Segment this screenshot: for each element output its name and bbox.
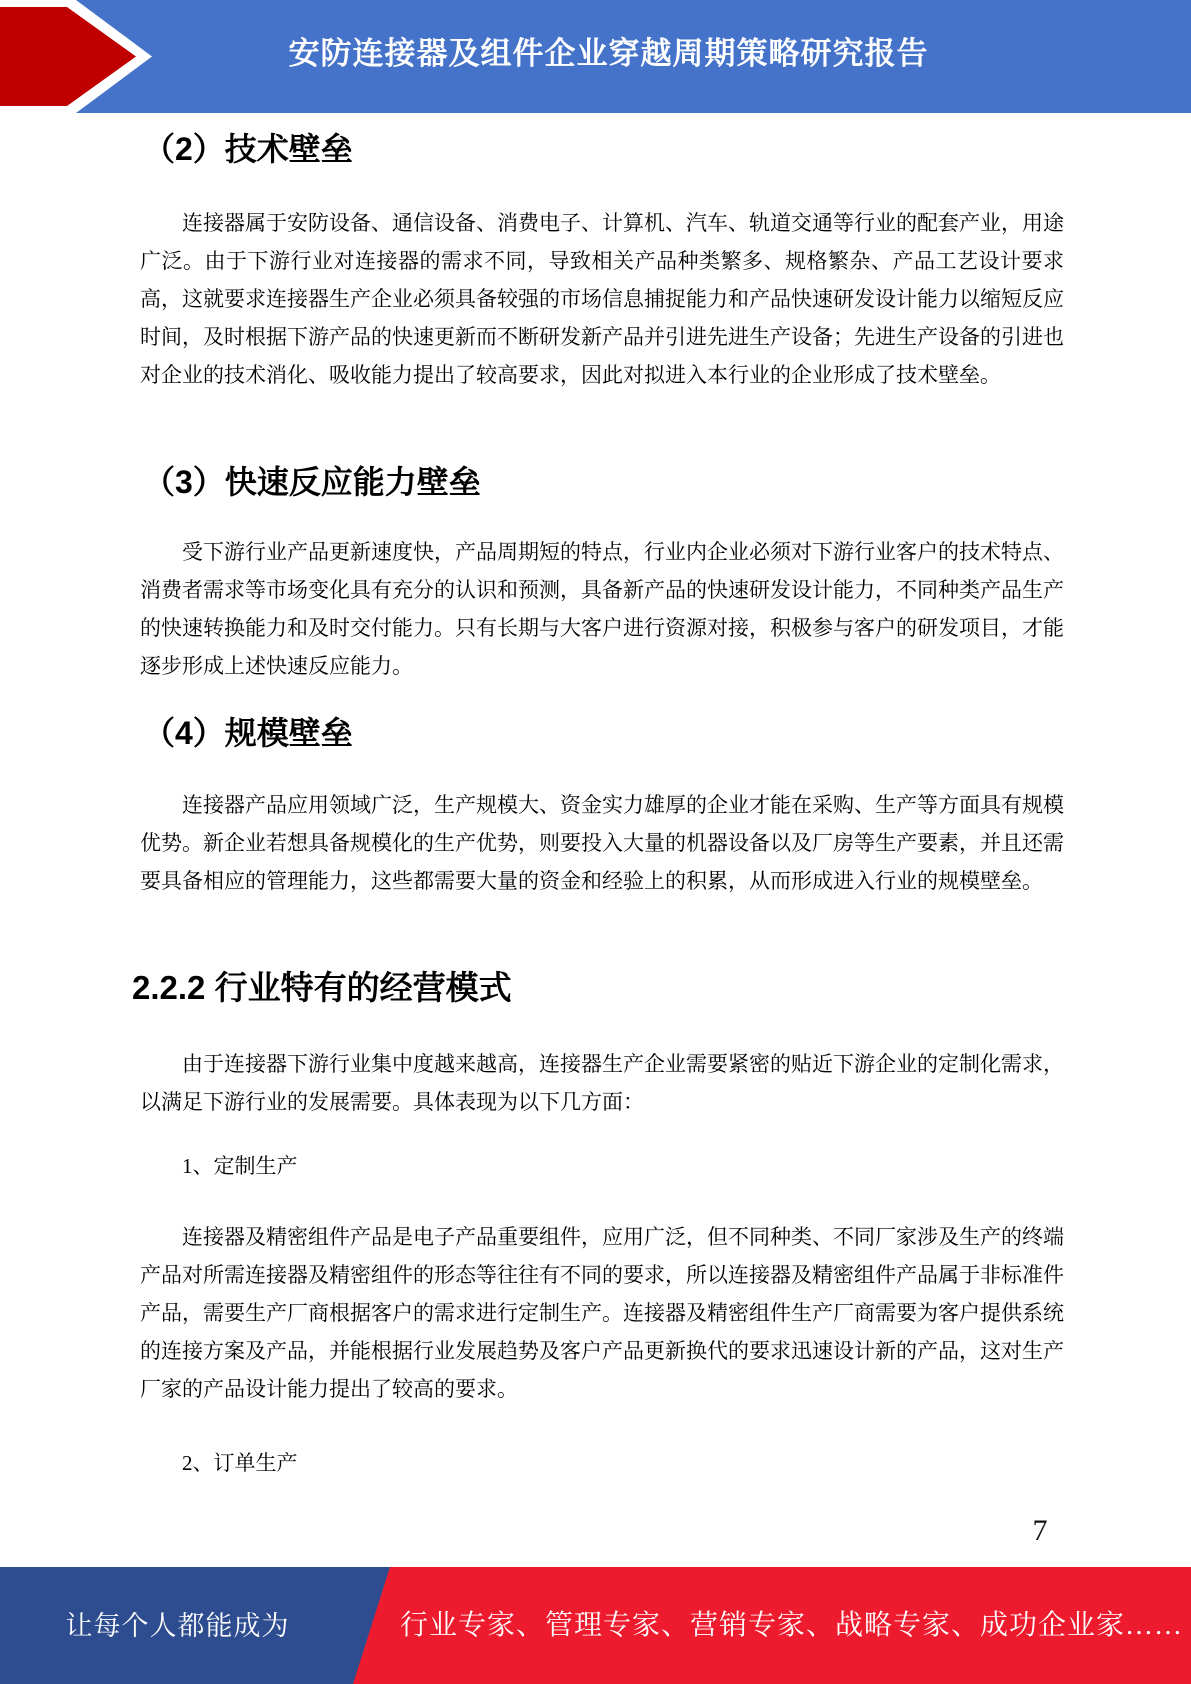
paragraph-business-model-intro: 由于连接器下游行业集中度越来越高，连接器生产企业需要紧密的贴近下游企业的定制化需求，以满足下游行业的发展需要。具体表现为以下几方面：	[140, 1052, 1064, 1114]
header-band	[0, 0, 1191, 113]
paragraph-rapid-response-barrier: 受下游行业产品更新速度快，产品周期短的特点，行业内企业必须对下游行业客户的技术特点、消费者需求等市场变化具有充分的认识和预测，具备新产品的快速研发设计能力，不同种类产品生产的快速转换能力和及时交付能力。只有长期与大客户进行资源对接，积极参与客户的研发项目，才能逐步形成上述快速反应能力。	[140, 540, 1064, 678]
page-number: 7	[1032, 1514, 1048, 1547]
page-title: 安防连接器及组件企业穿越周期策略研究报告	[288, 36, 929, 71]
footer-slogan-left: 让每个人都能成为	[65, 1611, 290, 1641]
section-heading-rapid-response-barrier: （3）快速反应能力壁垒	[143, 464, 481, 500]
section-heading-scale-barrier: （4）规模壁垒	[143, 715, 353, 751]
list-item-custom-production-label: 1、定制生产	[182, 1154, 298, 1178]
section-heading-business-model: 2.2.2 行业特有的经营模式	[132, 969, 512, 1006]
footer-band	[0, 1567, 1191, 1684]
list-item-order-production-label: 2、订单生产	[182, 1451, 298, 1475]
paragraph-tech-barrier: 连接器属于安防设备、通信设备、消费电子、计算机、汽车、轨道交通等行业的配套产业，用途广泛。由于下游行业对连接器的需求不同，导致相关产品种类繁多、规格繁杂、产品工艺设计要求高，这就要求连接器生产企业必须具备较强的市场信息捕捉能力和产品快速研发设计能力以缩短反应时间，及时根据下游产品的快速更新而不断研发新产品并引进先进生产设备；先进生产设备的引进也对企业的技术消化、吸收能力提出了较高要求，因此对拟进入本行业的企业形成了技术壁垒。	[140, 211, 1064, 387]
paragraph-custom-production: 连接器及精密组件产品是电子产品重要组件，应用广泛，但不同种类、不同厂家涉及生产的终端产品对所需连接器及精密组件的形态等往往有不同的要求，所以连接器及精密组件产品属于非标准件产品，需要生产厂商根据客户的需求进行定制生产。连接器及精密组件生产厂商需要为客户提供系统的连接方案及产品，并能根据行业发展趋势及客户产品更新换代的要求迅速设计新的产品，这对生产厂家的产品设计能力提出了较高的要求。	[140, 1225, 1064, 1401]
paragraph-scale-barrier: 连接器产品应用领域广泛，生产规模大、资金实力雄厚的企业才能在采购、生产等方面具有规模优势。新企业若想具备规模化的生产优势，则要投入大量的机器设备以及厂房等生产要素，并且还需要具备相应的管理能力，这些都需要大量的资金和经验上的积累，从而形成进入行业的规模壁垒。	[140, 793, 1064, 893]
footer-slogan-right: 行业专家、管理专家、营销专家、战略专家、成功企业家……	[400, 1610, 1184, 1641]
section-heading-tech-barrier: （2）技术壁垒	[143, 131, 353, 167]
